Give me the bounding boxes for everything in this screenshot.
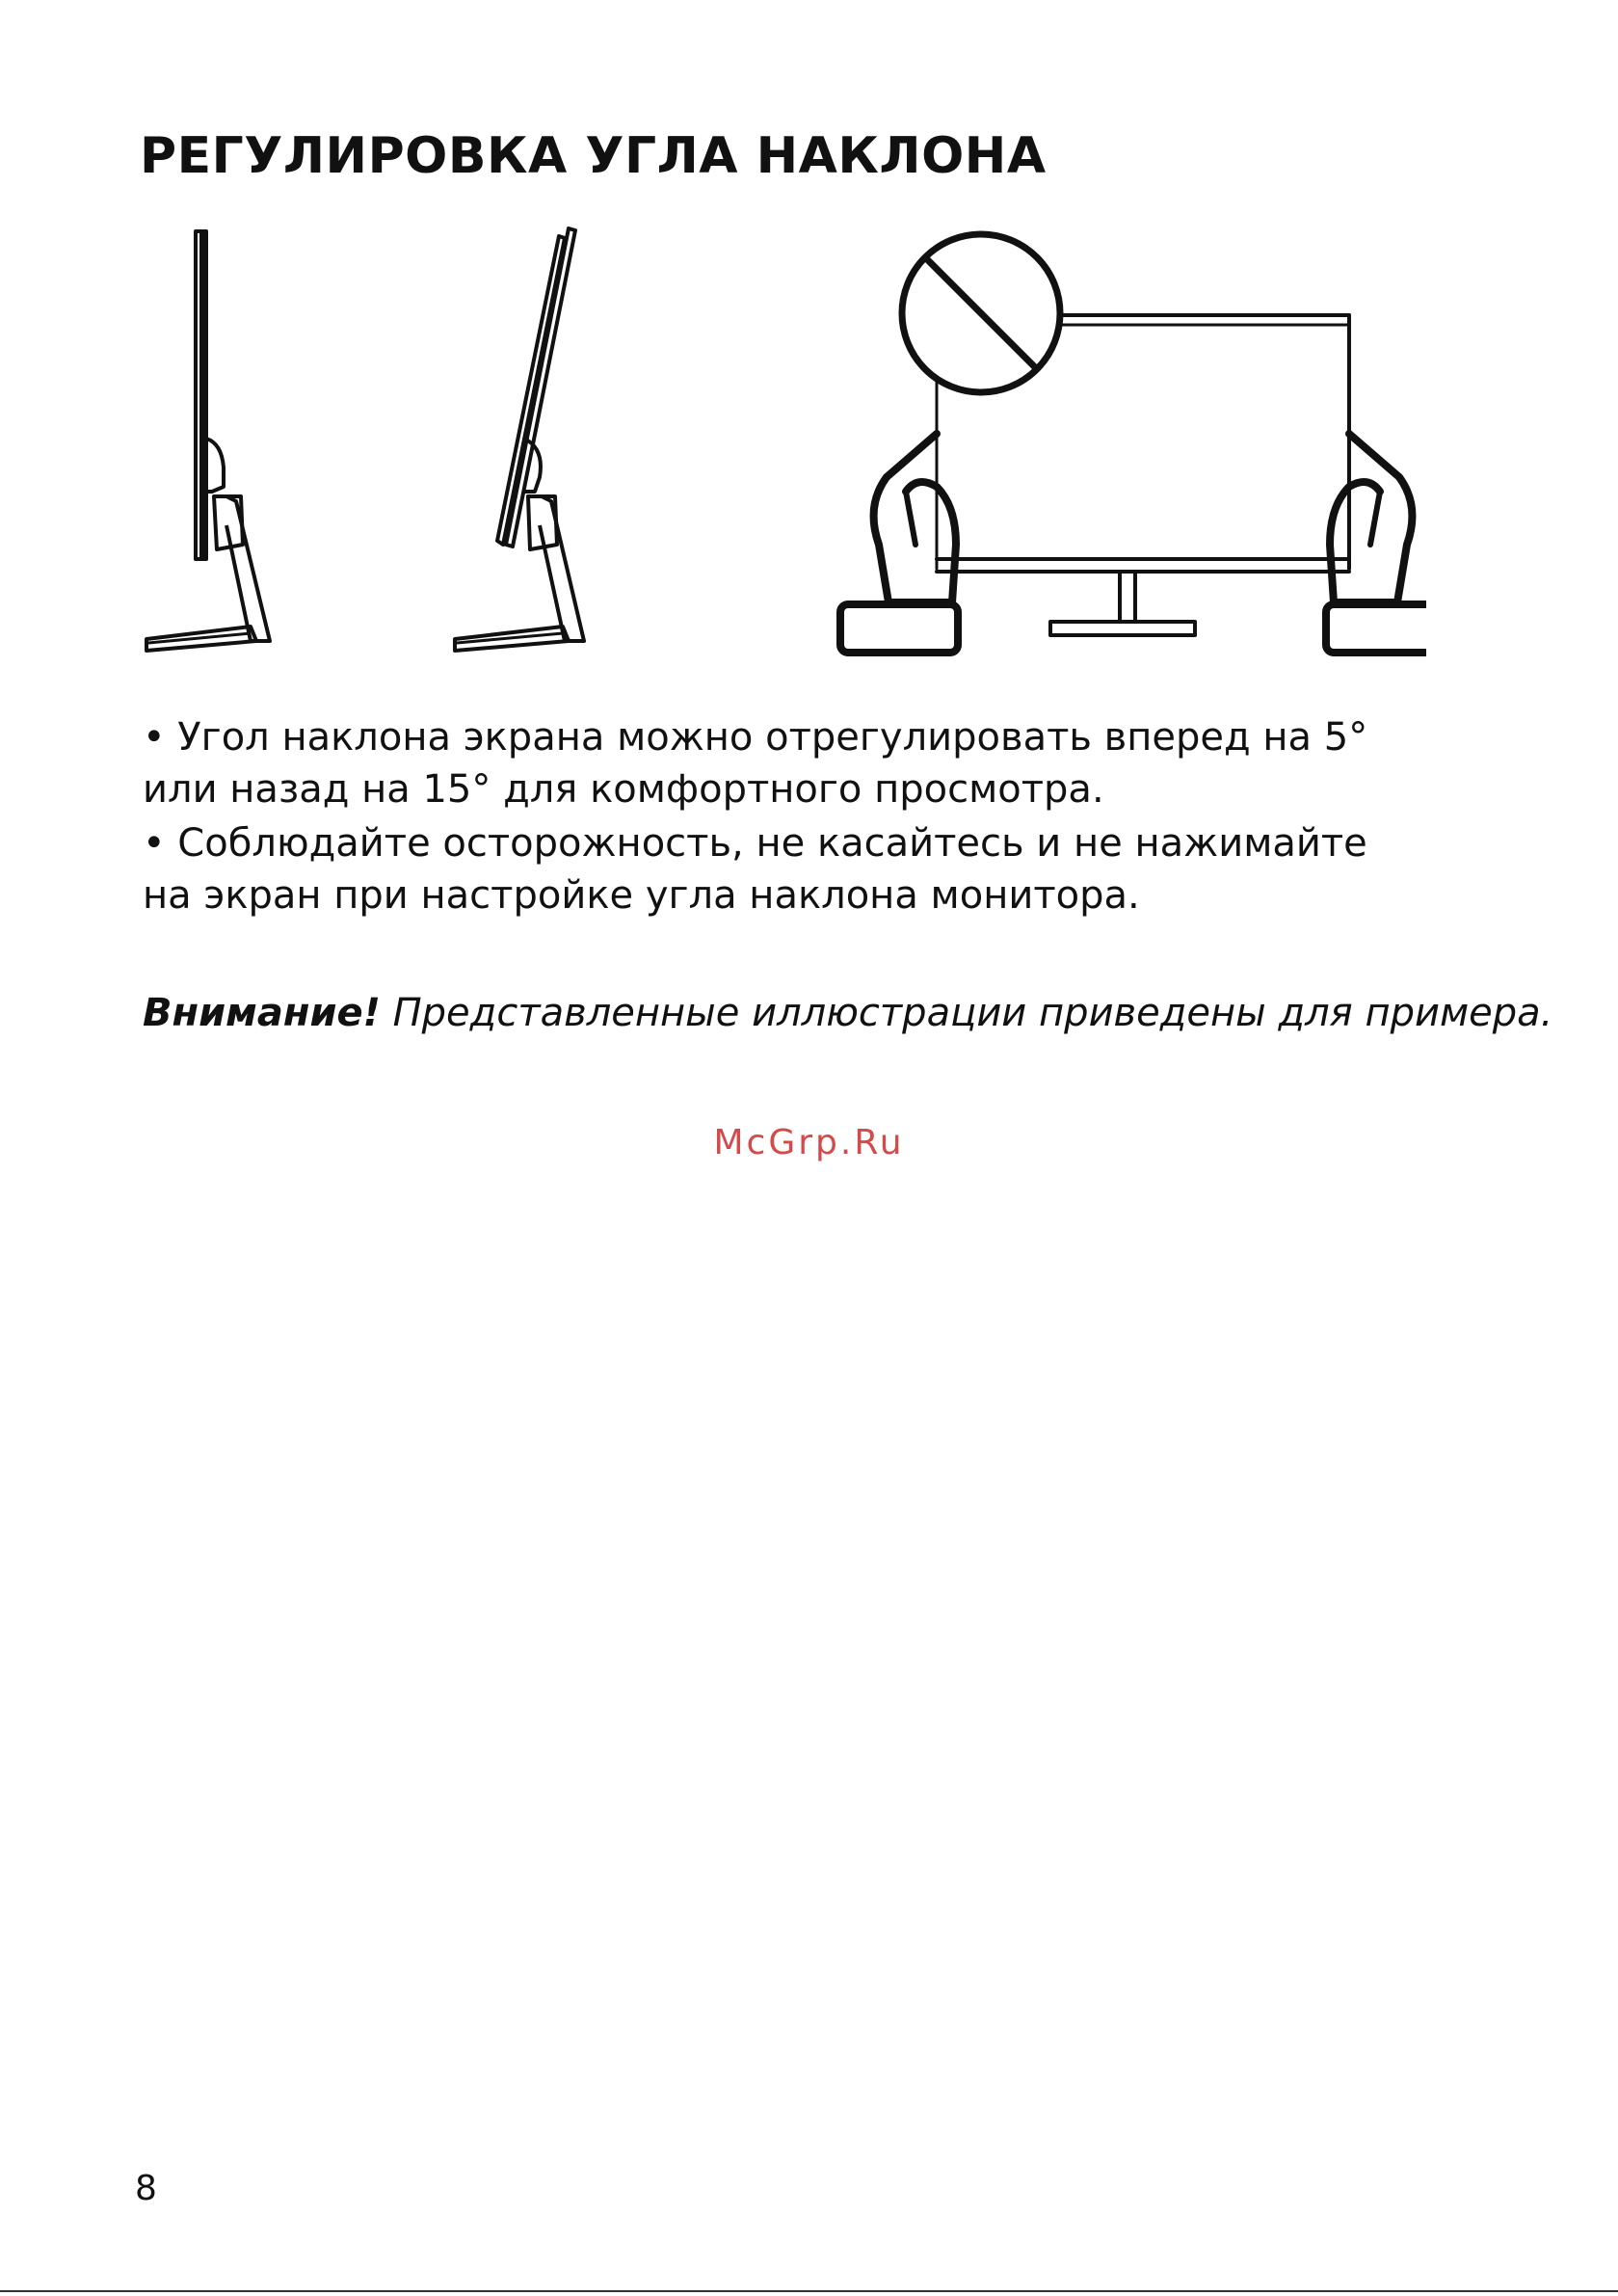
page-number: 8: [135, 2169, 157, 2208]
notice-text: Представленные иллюстрации приведены для примера.: [380, 991, 1553, 1035]
tilt-illustrations: [135, 217, 1426, 660]
bottom-divider: [0, 2290, 1618, 2292]
watermark: McGrp.Ru: [713, 1123, 905, 1162]
no-touch-screen-icon: [829, 217, 1426, 660]
page-title: РЕГУЛИРОВКА УГЛА НАКЛОНА: [140, 127, 1047, 185]
monitor-upright-side-icon: [135, 217, 308, 660]
notice: [143, 991, 1552, 1035]
instructions-list: [143, 711, 1395, 923]
monitor-tilted-back-side-icon: [443, 217, 617, 660]
instruction-tilt-range: • Угол наклона экрана можно отрегулировать вперед на 5° или назад на 15° для комфортного просмотра.: [143, 715, 1368, 812]
instruction-caution: • Соблюдайте осторожность, не касайтесь и не нажимайте на экран при настройке угла наклона монитора.: [143, 821, 1367, 918]
notice-label: Внимание!: [143, 991, 381, 1035]
